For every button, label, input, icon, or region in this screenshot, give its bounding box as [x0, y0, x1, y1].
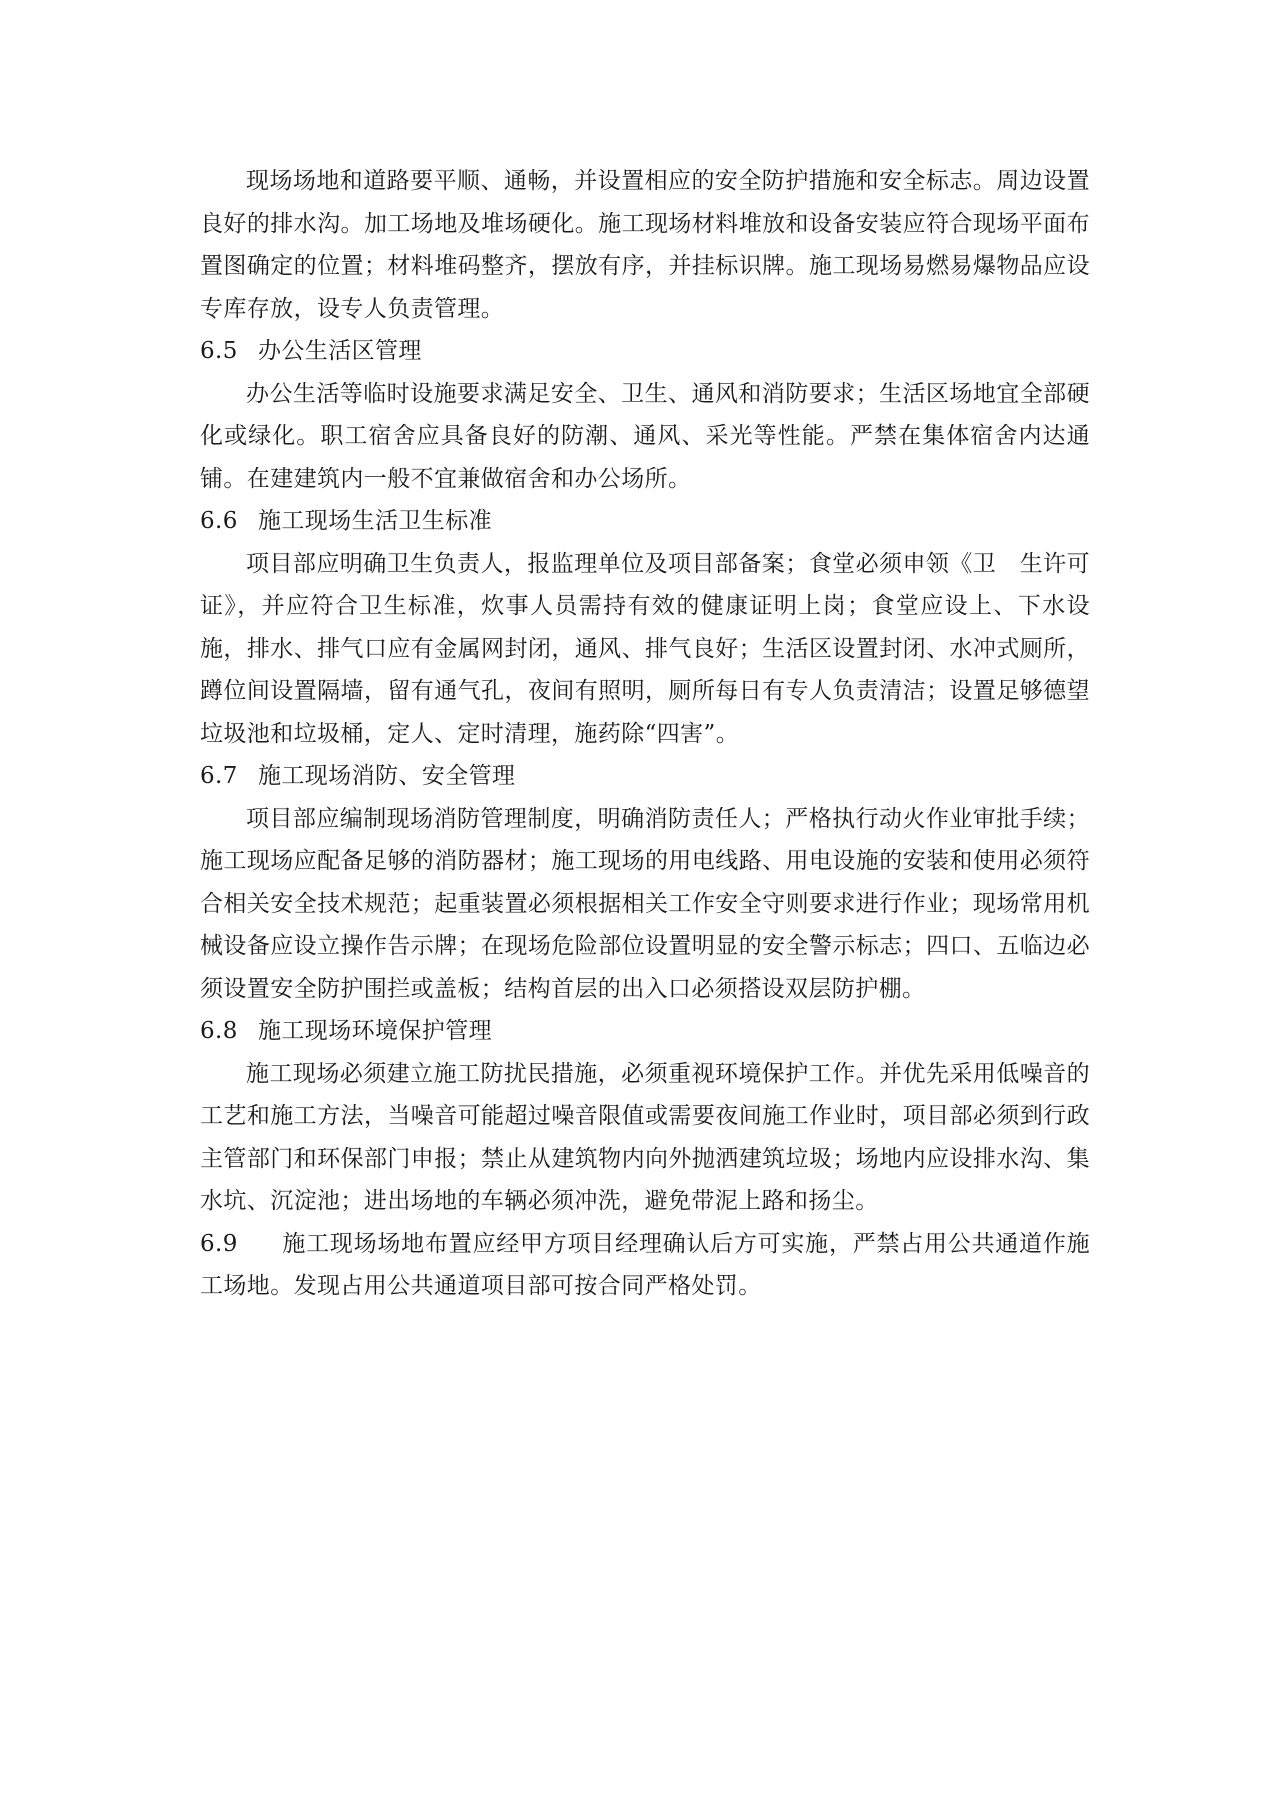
section-number: 6.5: [200, 338, 238, 364]
section-6-8-paragraph: 施工现场必须建立施工防扰民措施，必须重视环境保护工作。并优先采用低噪音的工艺和施工方法，当噪音可能超过噪音限值或需要夜间施工作业时，项目部必须到行政主管部门和环保部门申报；禁止从建筑物内向外抛洒建筑垃圾；场地内应设排水沟、集水坑、沉淀池；进出场地的车辆必须冲洗，避免带泥上路和扬尘。: [200, 1060, 1090, 1214]
section-number: 6.6: [200, 508, 238, 534]
section-6-9-paragraph: [200, 1223, 1090, 1308]
section-text: 施工现场场地布置应经甲方项目经理确认后方可实施，严禁占用公共通道作施工场地。发现占用公共通道项目部可按合同严格处罚。: [200, 1230, 1090, 1299]
section-6-7-heading: [200, 755, 1090, 798]
section-title: 施工现场环境保护管理: [258, 1018, 492, 1044]
section-title: 办公生活区管理: [258, 338, 422, 364]
document-page: [200, 160, 1090, 1308]
intro-paragraph: 现场场地和道路要平顺、通畅，并设置相应的安全防护措施和安全标志。周边设置良好的排水沟。加工场地及堆场硬化。施工现场材料堆放和设备安装应符合现场平面布置图确定的位置；材料堆码整齐，摆放有序，并挂标识牌。施工现场易燃易爆物品应设专库存放，设专人负责管理。: [200, 168, 1090, 322]
section-title: 施工现场消防、安全管理: [258, 763, 516, 789]
section-number: 6.7: [200, 763, 238, 789]
section-6-8-heading: [200, 1010, 1090, 1053]
section-number: 6.8: [200, 1018, 238, 1044]
section-title: 施工现场生活卫生标准: [258, 508, 492, 534]
section-6-6-paragraph: 项目部应明确卫生负责人，报监理单位及项目部备案；食堂必须申领《卫 生许可证》，并应符合卫生标准，炊事人员需持有效的健康证明上岗；食堂应设上、下水设施，排水、排气口应有金属网封闭，通风、排气良好；生活区设置封闭、水冲式厕所，蹲位间设置隔墙，留有通气孔，夜间有照明，厕所每日有专人负责清洁；设置足够德望垃圾池和垃圾桶，定人、定时清理，施药除“四害”。: [200, 550, 1090, 747]
section-6-5-paragraph: 办公生活等临时设施要求满足安全、卫生、通风和消防要求；生活区场地宜全部硬化或绿化。职工宿舍应具备良好的防潮、通风、采光等性能。严禁在集体宿舍内达通铺。在建建筑内一般不宜兼做宿舍和办公场所。: [200, 380, 1090, 492]
section-6-7-paragraph: 项目部应编制现场消防管理制度，明确消防责任人；严格执行动火作业审批手续；施工现场应配备足够的消防器材；施工现场的用电线路、用电设施的安装和使用必须符合相关安全技术规范；起重装置必须根据相关工作安全守则要求进行作业；现场常用机械设备应设立操作告示牌；在现场危险部位设置明显的安全警示标志；四口、五临边必须设置安全防护围拦或盖板；结构首层的出入口必须搭设双层防护棚。: [200, 805, 1090, 1002]
section-6-5-heading: [200, 330, 1090, 373]
section-6-6-heading: [200, 500, 1090, 543]
section-number: 6.9: [200, 1230, 238, 1257]
